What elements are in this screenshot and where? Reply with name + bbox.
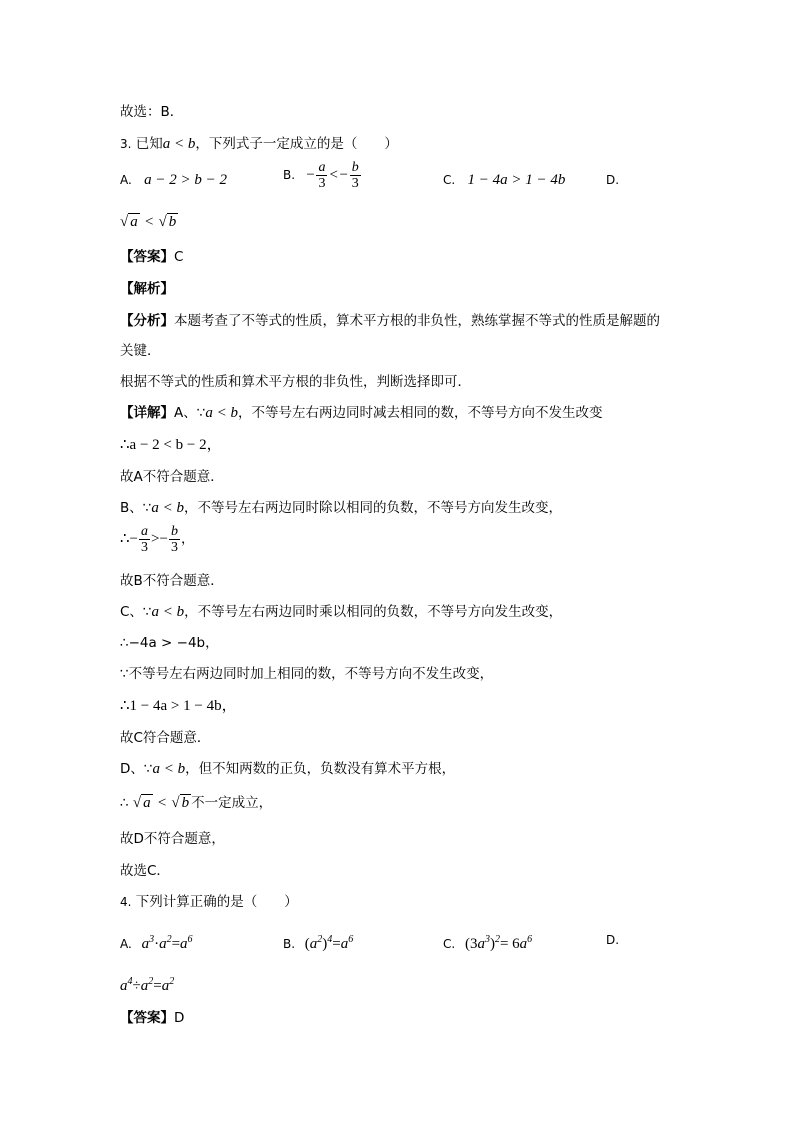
option-label: C. [443,173,456,187]
detail-a-line-3: 故A不符合题意． [120,469,224,485]
detail-a-line-1: 【详解】A、∵a < b，不等号左右两边同时减去相同的数，不等号方向不发生改变 [120,405,603,421]
fenxi-text: 本题考查了不等式的性质，算术平方根的非负性，熟练掌握不等式的性质是解题的 [174,313,660,329]
option-label: B. [283,168,296,182]
option-d-math: $a^4\div a^2=a^2$ [120,976,175,994]
option-label: D. [606,173,620,187]
math-condition: a < b [205,405,238,421]
sqrt-b: √ b [171,795,190,811]
option-label: B. [283,937,296,951]
option-d [606,170,619,190]
option-math: 1 − 4a > 1 − 4b [467,172,566,188]
question-4-stem [120,892,298,912]
question-3-stem [120,134,398,154]
detail-a-line-2: ∴a − 2 < b − 2， [120,437,222,453]
question-text: ，下列式子一定成立的是（ ） [195,136,398,152]
fraction: $\frac{a}{3}$ [141,524,149,555]
sqrt-b: √ b [158,214,177,230]
fraction: $\frac{a}{3}$ [318,160,326,191]
detail-c-line-4: ∴1 − 4a > 1 − 4b， [120,698,237,714]
option-label: A. [120,937,132,951]
detail-b-line-2: ∴− $\frac{a}{3}$ >− $\frac{b}{3}$ ， [120,524,195,555]
option-c: C. $(3a^3)^2= 6a^6$ [443,934,533,952]
fenxi-tag: 【分析】 [120,313,174,329]
math-condition: a < b [162,136,196,152]
less-than: < [328,167,339,183]
option-label: C. [443,937,456,951]
fenxi-line-2: 关键． [120,343,161,359]
option-b: B. $(a^2)^4=a^6$ [283,934,354,952]
question-text: 已知 [135,136,163,152]
math-condition: a < b [151,500,184,516]
option-c [443,170,565,190]
answer-tag: 【答案】 [120,249,174,265]
math-condition: a < b [151,604,185,620]
option-b: B. − $\frac{a}{3}$ <− $\frac{b}{3}$ [283,160,359,191]
answer-line [120,247,183,267]
analysis-tag: 【解析】 [120,281,174,297]
conclusion-line: 故选：B． [120,104,184,120]
question-text: 下列计算正确的是（ ） [135,894,298,910]
detail-c-line-1: C、∵a < b，不等号左右两边同时乘以相同的负数，不等号方向发生改变， [120,604,563,620]
option-a: A. $a^3\cdot a^2=a^6$ [120,934,193,952]
option-d-math: √ a < √ b [120,214,177,230]
detail-d-line-2: ∴ √ a < √ b 不一定成立， [120,795,273,811]
detail-c-line-5: 故C符合题意． [120,730,211,746]
detail-b-line-3: 故B不符合题意． [120,573,224,589]
question-number: 3. [120,137,132,151]
option-math: a − 2 > b − 2 [144,172,227,188]
fenxi-line-3: 根据不等式的性质和算术平方根的非负性，判断选择即可． [120,374,471,390]
detail-c-line-3: ∵不等号左右两边同时加上相同的数，不等号方向不发生改变， [120,666,494,682]
sqrt-a: √ a [120,214,138,230]
option-label: A. [120,173,132,187]
answer-line-2 [120,1008,184,1028]
sqrt-a: √ a [132,795,151,811]
detail-d-line-1: D、∵a < b，但不知两数的正负，负数没有算术平方根， [120,761,456,777]
fraction: $\frac{b}{3}$ [170,524,178,555]
detail-d-line-3: 故D不符合题意， [120,831,225,847]
fenxi-line [120,311,660,331]
detail-b-line-1: B、∵a < b，不等号左右两边同时除以相同的负数，不等号方向发生改变， [120,500,562,516]
option-d [606,930,619,950]
option-a [120,170,227,190]
option-label: D. [606,933,620,947]
answer-tag: 【答案】 [120,1010,174,1026]
math-condition: a < b [152,761,186,777]
answer-value: D [174,1010,185,1026]
answer-value: C [174,249,184,265]
question-number: 4. [120,895,132,909]
fraction: $\frac{b}{3}$ [351,160,359,191]
detail-c-line-2: ∴−4a > −4b， [120,635,219,651]
detail-tag: 【详解】 [120,405,174,421]
detail-end-line: 故选C． [120,863,170,879]
